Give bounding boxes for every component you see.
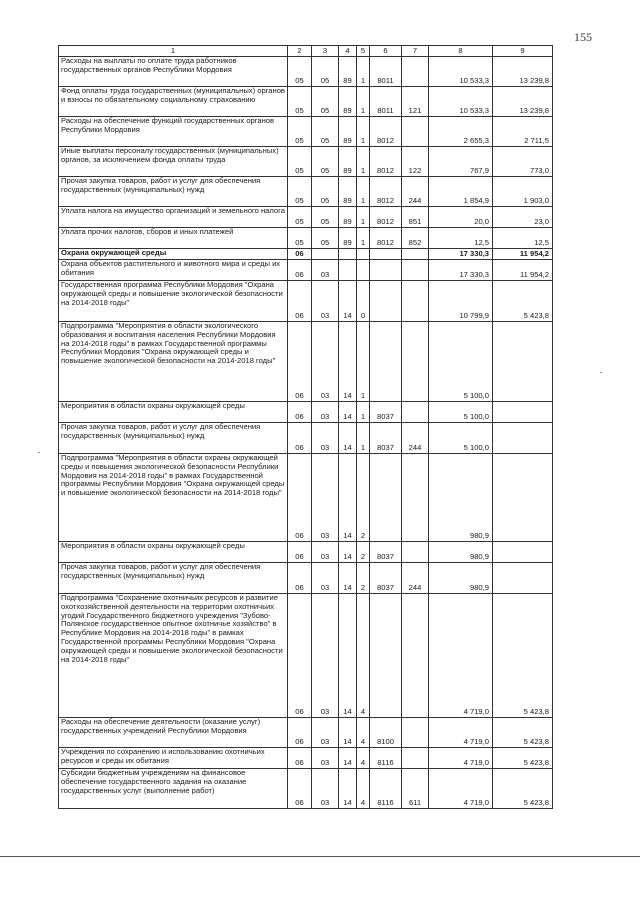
cell-article [370,249,402,260]
scan-speck [38,452,40,453]
cell-amount-1: 2 655,3 [429,117,493,147]
table-row [59,322,553,402]
cell-amount-2: 5 423,8 [493,748,553,769]
cell-program: 14 [339,769,357,809]
cell-name: Расходы на обеспечение деятельности (оказание услуг) государственных учреждений Республики Мордовия [59,718,288,748]
cell-amount-2: 773,0 [493,147,553,177]
cell-name: Мероприятия в области охраны окружающей среды [59,402,288,423]
cell-subprogram: 1 [357,57,370,87]
cell-article [370,322,402,402]
cell-section: 06 [288,769,312,809]
table-row [59,423,553,454]
cell-subprogram: 1 [357,322,370,402]
cell-amount-1: 4 719,0 [429,748,493,769]
table-row [59,594,553,718]
cell-amount-2: 5 423,8 [493,281,553,322]
cell-program: 14 [339,748,357,769]
cell-article [370,594,402,718]
cell-name: Расходы на обеспечение функций государственных органов Республики Мордовия [59,117,288,147]
cell-subsection: 03 [312,281,339,322]
cell-subsection: 03 [312,423,339,454]
cell-amount-2: 11 954,2 [493,249,553,260]
cell-section: 05 [288,177,312,207]
cell-amount-2 [493,454,553,542]
cell-amount-1: 20,0 [429,207,493,228]
cell-amount-2: 5 423,8 [493,769,553,809]
cell-amount-1: 980,9 [429,563,493,594]
cell-subsection: 05 [312,228,339,249]
table-row [59,748,553,769]
cell-expense-type: 851 [402,207,429,228]
cell-amount-1: 17 330,3 [429,260,493,281]
cell-article: 8012 [370,117,402,147]
column-header: 5 [357,46,370,57]
table-row [59,228,553,249]
cell-program: 14 [339,454,357,542]
cell-article [370,281,402,322]
cell-subsection: 05 [312,57,339,87]
cell-article: 8012 [370,228,402,249]
cell-program: 14 [339,281,357,322]
cell-amount-2 [493,542,553,563]
cell-amount-1: 17 330,3 [429,249,493,260]
cell-amount-1: 4 719,0 [429,718,493,748]
cell-amount-2: 2 711,5 [493,117,553,147]
cell-amount-1: 980,9 [429,454,493,542]
table-row [59,454,553,542]
cell-subprogram: 1 [357,402,370,423]
cell-amount-1: 1 854,9 [429,177,493,207]
cell-expense-type [402,281,429,322]
table-row [59,87,553,117]
cell-amount-1: 5 100,0 [429,423,493,454]
cell-subprogram: 1 [357,87,370,117]
cell-name: Уплата налога на имущество организаций и земельного налога [59,207,288,228]
cell-expense-type [402,454,429,542]
cell-expense-type [402,748,429,769]
cell-amount-2 [493,423,553,454]
cell-program: 89 [339,147,357,177]
cell-program: 89 [339,57,357,87]
cell-subprogram: 1 [357,117,370,147]
table-row [59,57,553,87]
cell-expense-type: 244 [402,177,429,207]
column-header: 2 [288,46,312,57]
cell-amount-1: 12,5 [429,228,493,249]
cell-amount-2: 11 954,2 [493,260,553,281]
cell-subprogram: 4 [357,594,370,718]
cell-name: Фонд оплаты труда государственных (муниципальных) органов и взносы по обязательному социальному страхованию [59,87,288,117]
cell-article: 8037 [370,402,402,423]
cell-section: 06 [288,454,312,542]
cell-amount-2: 13 239,8 [493,57,553,87]
cell-amount-1: 10 533,3 [429,87,493,117]
cell-section: 05 [288,207,312,228]
cell-name: Прочая закупка товаров, работ и услуг для обеспечения государственных (муниципальных) нужд [59,177,288,207]
cell-name: Государственная программа Республики Мордовия "Охрана окружающей среды и повышение экологической безопасности на 2014-2018 годы" [59,281,288,322]
cell-amount-1: 10 533,3 [429,57,493,87]
cell-program: 14 [339,594,357,718]
cell-program: 89 [339,207,357,228]
cell-subprogram: 2 [357,542,370,563]
cell-subprogram: 1 [357,207,370,228]
cell-amount-1: 10 799,9 [429,281,493,322]
cell-amount-2: 12,5 [493,228,553,249]
cell-name: Уплата прочих налогов, сборов и иных платежей [59,228,288,249]
table-row [59,563,553,594]
column-header: 8 [429,46,493,57]
cell-subsection: 03 [312,322,339,402]
cell-name: Подпрограмма "Мероприятия в области экологического образования и воспитания населения Республики Мордовия на 2014-2018 годы" в рамках Государственной программы Республики Мордовия "Охрана окружающей среды и повышение экологической безопасности на 2014-2018 годы" [59,322,288,402]
cell-program [339,249,357,260]
cell-expense-type: 244 [402,423,429,454]
cell-subprogram: 0 [357,281,370,322]
cell-article [370,454,402,542]
cell-section: 06 [288,322,312,402]
cell-section: 06 [288,563,312,594]
cell-expense-type: 244 [402,563,429,594]
cell-amount-2 [493,402,553,423]
cell-expense-type: 852 [402,228,429,249]
cell-expense-type [402,249,429,260]
table-row [59,718,553,748]
cell-amount-1: 980,9 [429,542,493,563]
page-number: 155 [574,30,592,44]
cell-section: 06 [288,748,312,769]
cell-name: Субсидии бюджетным учреждениям на финансовое обеспечение государственного задания на оказание государственных услуг (выполнение работ) [59,769,288,809]
cell-section: 06 [288,281,312,322]
cell-section: 05 [288,228,312,249]
cell-subprogram: 2 [357,454,370,542]
cell-section: 06 [288,542,312,563]
cell-expense-type [402,57,429,87]
cell-section: 06 [288,718,312,748]
cell-program: 89 [339,87,357,117]
table-row [59,207,553,228]
cell-subsection: 03 [312,542,339,563]
cell-program: 14 [339,718,357,748]
cell-program [339,260,357,281]
cell-expense-type [402,542,429,563]
cell-program: 14 [339,402,357,423]
cell-amount-2: 5 423,8 [493,594,553,718]
cell-subsection: 03 [312,769,339,809]
cell-article: 8011 [370,57,402,87]
cell-subprogram: 4 [357,748,370,769]
cell-name: Иные выплаты персоналу государственных (муниципальных) органов, за исключением фонда оплаты труда [59,147,288,177]
cell-article: 8037 [370,423,402,454]
budget-table [58,45,553,809]
cell-amount-2: 23,0 [493,207,553,228]
cell-amount-1: 767,9 [429,147,493,177]
cell-subprogram: 4 [357,718,370,748]
column-header: 4 [339,46,357,57]
table-row [59,542,553,563]
column-header: 1 [59,46,288,57]
cell-subsection: 03 [312,594,339,718]
cell-article: 8012 [370,147,402,177]
cell-expense-type [402,718,429,748]
cell-subsection [312,249,339,260]
cell-name: Мероприятия в области охраны окружающей среды [59,542,288,563]
cell-amount-1: 4 719,0 [429,769,493,809]
cell-section: 06 [288,249,312,260]
cell-subprogram: 1 [357,147,370,177]
cell-expense-type [402,260,429,281]
scan-speck [600,372,602,373]
cell-article: 8011 [370,87,402,117]
cell-program: 89 [339,177,357,207]
table-row [59,147,553,177]
cell-subprogram [357,260,370,281]
cell-article: 8037 [370,542,402,563]
table-row [59,260,553,281]
table-row [59,117,553,147]
table-row [59,281,553,322]
cell-article [370,260,402,281]
cell-article: 8012 [370,177,402,207]
cell-subprogram [357,249,370,260]
cell-amount-1: 5 100,0 [429,322,493,402]
cell-name: Учреждения по сохранению и использованию охотничьих ресурсов и среды их обитания [59,748,288,769]
cell-expense-type: 122 [402,147,429,177]
cell-subsection: 05 [312,177,339,207]
cell-article: 8116 [370,769,402,809]
table-row [59,249,553,260]
cell-expense-type: 611 [402,769,429,809]
cell-program: 14 [339,542,357,563]
cell-subsection: 05 [312,117,339,147]
cell-amount-1: 4 719,0 [429,594,493,718]
cell-section: 05 [288,57,312,87]
cell-name: Прочая закупка товаров, работ и услуг для обеспечения государственных (муниципальных) нужд [59,423,288,454]
cell-subsection: 03 [312,718,339,748]
column-header: 7 [402,46,429,57]
cell-subsection: 03 [312,454,339,542]
cell-name: Прочая закупка товаров, работ и услуг для обеспечения государственных (муниципальных) нужд [59,563,288,594]
cell-program: 14 [339,322,357,402]
cell-article: 8100 [370,718,402,748]
cell-subprogram: 1 [357,177,370,207]
cell-program: 14 [339,423,357,454]
cell-subsection: 03 [312,402,339,423]
cell-program: 14 [339,563,357,594]
cell-name: Подпрограмма "Мероприятия в области охраны окружающей среды и повышения экологической безопасности Республики Мордовия на 2014-2018 годы" в рамках Государственной программы Республики Мордовия "Охрана окружающей среды и повышение экологической безопасности на 2014-2018 годы" [59,454,288,542]
cell-section: 05 [288,117,312,147]
cell-section: 06 [288,402,312,423]
table-row [59,177,553,207]
cell-subsection: 05 [312,87,339,117]
cell-expense-type [402,322,429,402]
cell-section: 05 [288,147,312,177]
cell-subsection: 03 [312,260,339,281]
cell-subsection: 05 [312,207,339,228]
column-header: 3 [312,46,339,57]
column-header: 6 [370,46,402,57]
cell-subprogram: 1 [357,228,370,249]
cell-expense-type [402,594,429,718]
cell-name: Охрана окружающей среды [59,249,288,260]
table-row [59,402,553,423]
column-header: 9 [493,46,553,57]
cell-amount-2 [493,563,553,594]
cell-amount-1: 5 100,0 [429,402,493,423]
cell-section: 06 [288,423,312,454]
cell-subprogram: 4 [357,769,370,809]
cell-program: 89 [339,117,357,147]
cell-subprogram: 1 [357,423,370,454]
cell-article: 8116 [370,748,402,769]
cell-expense-type [402,402,429,423]
cell-article: 8012 [370,207,402,228]
table-header-row [59,46,553,57]
cell-name: Охрана объектов растительного и животного мира и среды их обитания [59,260,288,281]
cell-subsection: 05 [312,147,339,177]
cell-subprogram: 2 [357,563,370,594]
cell-name: Расходы на выплаты по оплате труда работников государственных органов Республики Мордовия [59,57,288,87]
cell-expense-type: 121 [402,87,429,117]
cell-expense-type [402,117,429,147]
cell-amount-2 [493,322,553,402]
cell-subsection: 03 [312,563,339,594]
cell-section: 06 [288,594,312,718]
cell-amount-2: 1 903,0 [493,177,553,207]
cell-section: 05 [288,87,312,117]
table-row [59,769,553,809]
page-bottom-rule [0,856,640,857]
cell-subsection: 03 [312,748,339,769]
cell-program: 89 [339,228,357,249]
cell-name: Подпрограмма "Сохранение охотничьих ресурсов и развитие охотхозяйственной деятельности на территории охотничьих угодий Государственного бюджетного учреждения "Зубово-Полянское государственное опытное охотничье хозяйство" в Республике Мордовия на 2014-2018 годы" в рамках Государственной программы Республики Мордовия "Охрана окружающей среды и повышение экологической безопасности на 2014-2018 годы" [59,594,288,718]
cell-article: 8037 [370,563,402,594]
cell-amount-2: 13 239,8 [493,87,553,117]
cell-section: 06 [288,260,312,281]
cell-amount-2: 5 423,8 [493,718,553,748]
